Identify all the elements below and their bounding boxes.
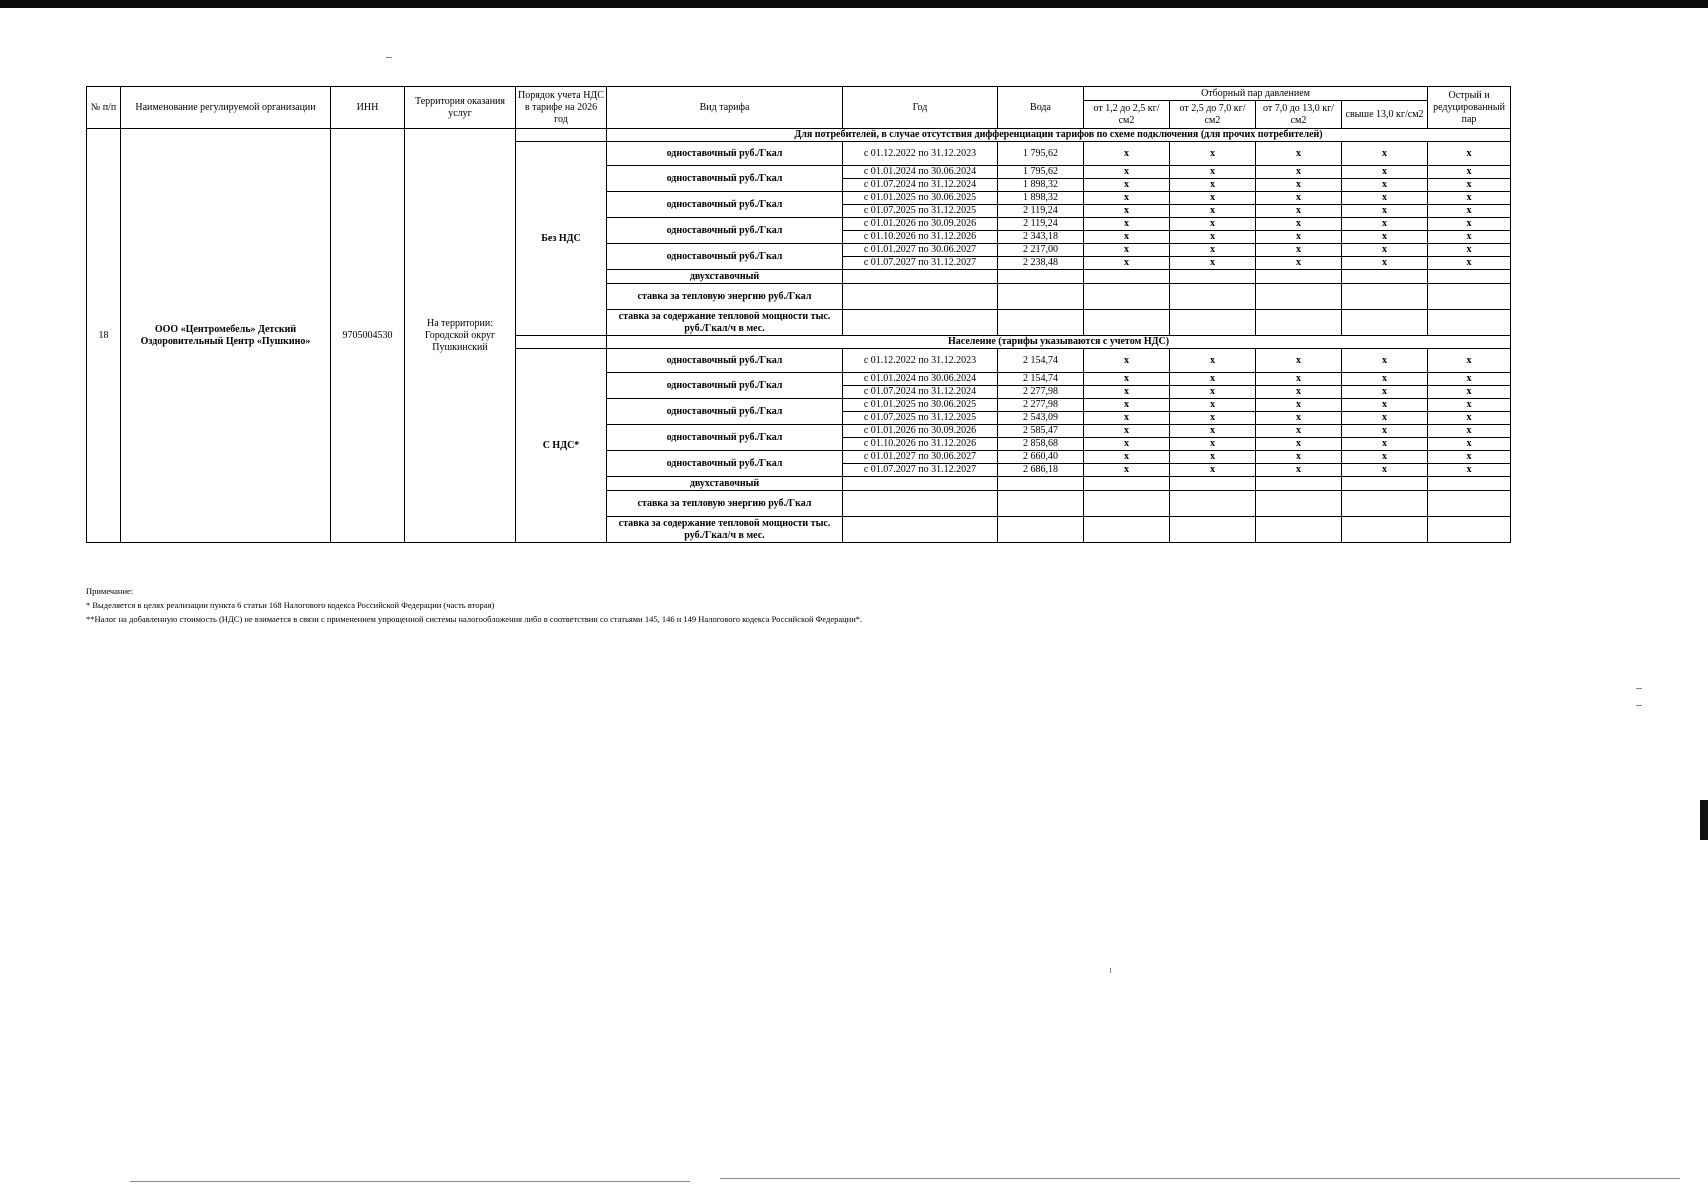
x-mark: х [1342,179,1428,192]
x-mark: х [1342,464,1428,477]
tariff-type-single: одноставочный руб./Гкал [607,218,843,244]
capacity-rate-label: ставка за содержание тепловой мощности тыс. руб./Гкал/ч в мес. [607,517,843,543]
header-vat-order: Порядок учета НДС в тарифе на 2026 год [516,87,607,129]
empty-cell [843,270,998,284]
period: с 01.07.2027 по 31.12.2027 [843,464,998,477]
tariff-type-single: одноставочный руб./Гкал [607,166,843,192]
x-mark: х [1342,386,1428,399]
empty-cell [1256,517,1342,543]
header-steam-2: от 2,5 до 7,0 кг/см2 [1170,101,1256,129]
x-mark: х [1256,464,1342,477]
x-mark: х [1084,386,1170,399]
empty-cell [1428,477,1511,491]
scan-top-edge [0,0,1708,8]
empty-cell [998,270,1084,284]
period: с 01.01.2025 по 30.06.2025 [843,192,998,205]
x-mark: х [1428,425,1511,438]
x-mark: х [1428,451,1511,464]
tariff-type-single: одноставочный руб./Гкал [607,373,843,399]
empty-cell [998,477,1084,491]
x-mark: х [1084,205,1170,218]
water-value: 2 154,74 [998,349,1084,373]
x-mark: х [1084,464,1170,477]
header-org: Наименование регулируемой организации [121,87,331,129]
two-part-label: двухставочный [607,477,843,491]
x-mark: х [1256,244,1342,257]
scan-artifact [1110,968,1111,973]
org-name: ООО «Центромебель» Детский Оздоровительный Центр «Пушкино» [121,129,331,543]
x-mark: х [1428,373,1511,386]
x-mark: х [1256,386,1342,399]
notes-title: Примечание: [86,586,134,596]
empty-cell [998,284,1084,310]
x-mark: х [1170,192,1256,205]
period: с 01.12.2022 по 31.12.2023 [843,349,998,373]
header-inn: ИНН [331,87,405,129]
x-mark: х [1084,412,1170,425]
x-mark: х [1170,231,1256,244]
x-mark: х [1170,438,1256,451]
x-mark: х [1428,412,1511,425]
x-mark: х [1428,142,1511,166]
water-value: 2 543,09 [998,412,1084,425]
x-mark: х [1342,205,1428,218]
empty-cell [1256,270,1342,284]
water-value: 2 277,98 [998,399,1084,412]
vat-order: С НДС* [516,349,607,543]
x-mark: х [1428,218,1511,231]
empty-cell [843,517,998,543]
period: с 01.07.2025 по 31.12.2025 [843,205,998,218]
empty-cell [1084,517,1170,543]
notes [86,584,1386,626]
period: с 01.10.2026 по 31.12.2026 [843,231,998,244]
scan-artifact [386,57,392,58]
notes-line-1: * Выделяется в целях реализации пункта 6 статьи 168 Налогового кодекса Российской Федерации (часть вторая) [86,600,495,610]
x-mark: х [1428,244,1511,257]
water-value: 2 238,48 [998,257,1084,270]
tariff-type-single: одноставочный руб./Гкал [607,349,843,373]
x-mark: х [1256,142,1342,166]
empty-cell [1170,310,1256,336]
x-mark: х [1428,349,1511,373]
capacity-rate-label: ставка за содержание тепловой мощности тыс. руб./Гкал/ч в мес. [607,310,843,336]
x-mark: х [1342,244,1428,257]
empty-cell [1084,491,1170,517]
x-mark: х [1256,425,1342,438]
x-mark: х [1256,205,1342,218]
empty-cell [1170,270,1256,284]
period: с 01.01.2026 по 30.09.2026 [843,425,998,438]
empty-cell [1170,491,1256,517]
header-sharp-steam: Острый и редуцированный пар [1428,87,1511,129]
x-mark: х [1342,231,1428,244]
period: с 01.01.2027 по 30.06.2027 [843,244,998,257]
two-part-label: двухставочный [607,270,843,284]
x-mark: х [1170,349,1256,373]
x-mark: х [1170,179,1256,192]
tariff-table-body [87,87,1511,543]
empty-cell [1084,310,1170,336]
tariff-type-single: одноставочный руб./Гкал [607,451,843,477]
scan-artifact [130,1181,690,1182]
empty-cell [1428,270,1511,284]
water-value: 2 686,18 [998,464,1084,477]
x-mark: х [1084,166,1170,179]
heat-rate-label: ставка за тепловую энергию руб./Гкал [607,284,843,310]
x-mark: х [1256,231,1342,244]
notes-line-2: **Налог на добавленную стоимость (НДС) не взимается в связи с применением упрощенной системы налогообложения либо в соответствии со статьями 145, 146 и 149 Налогового кодекса Российской Федерации*. [86,614,863,624]
period: с 01.12.2022 по 31.12.2023 [843,142,998,166]
empty-cell [1170,517,1256,543]
x-mark: х [1342,349,1428,373]
x-mark: х [1084,425,1170,438]
water-value: 2 119,24 [998,205,1084,218]
x-mark: х [1170,425,1256,438]
tariff-type-single: одноставочный руб./Гкал [607,399,843,425]
x-mark: х [1256,179,1342,192]
x-mark: х [1084,399,1170,412]
x-mark: х [1342,373,1428,386]
x-mark: х [1342,425,1428,438]
empty-cell [1084,284,1170,310]
section-title-row [87,129,1511,142]
empty-cell [843,310,998,336]
scan-artifact [1636,688,1642,689]
water-value: 1 795,62 [998,142,1084,166]
x-mark: х [1170,412,1256,425]
x-mark: х [1256,192,1342,205]
x-mark: х [1342,192,1428,205]
period: с 01.01.2027 по 30.06.2027 [843,451,998,464]
header-year: Год [843,87,998,129]
water-value: 1 898,32 [998,192,1084,205]
water-value: 2 217,00 [998,244,1084,257]
empty-cell [1256,284,1342,310]
x-mark: х [1170,386,1256,399]
x-mark: х [1342,412,1428,425]
water-value: 2 585,47 [998,425,1084,438]
x-mark: х [1084,231,1170,244]
x-mark: х [1170,257,1256,270]
water-value: 2 660,40 [998,451,1084,464]
scan-artifact [1636,705,1642,706]
x-mark: х [1170,218,1256,231]
section-title: Для потребителей, в случае отсутствия дифференциации тарифов по схеме подключения (для прочих потребителей) [607,129,1511,142]
empty-cell [843,284,998,310]
x-mark: х [1256,451,1342,464]
water-value: 1 898,32 [998,179,1084,192]
water-value: 2 343,18 [998,231,1084,244]
x-mark: х [1170,142,1256,166]
x-mark: х [1170,464,1256,477]
x-mark: х [1256,218,1342,231]
header-num: № п/п [87,87,121,129]
period: с 01.07.2027 по 31.12.2027 [843,257,998,270]
empty-cell [1428,517,1511,543]
period: с 01.07.2024 по 31.12.2024 [843,386,998,399]
empty-cell [843,477,998,491]
empty-cell [998,517,1084,543]
period: с 01.01.2026 по 30.09.2026 [843,218,998,231]
x-mark: х [1084,192,1170,205]
empty-cell [1342,477,1428,491]
empty-cell [1084,477,1170,491]
x-mark: х [1256,399,1342,412]
x-mark: х [1256,412,1342,425]
period: с 01.01.2024 по 30.06.2024 [843,373,998,386]
heat-rate-label: ставка за тепловую энергию руб./Гкал [607,491,843,517]
x-mark: х [1084,438,1170,451]
empty-cell [1342,270,1428,284]
x-mark: х [1170,373,1256,386]
water-value: 2 119,24 [998,218,1084,231]
empty-cell [1170,284,1256,310]
x-mark: х [1428,464,1511,477]
x-mark: х [1342,257,1428,270]
x-mark: х [1428,386,1511,399]
period: с 01.10.2026 по 31.12.2026 [843,438,998,451]
empty-cell [1256,477,1342,491]
tariff-type-single: одноставочный руб./Гкал [607,425,843,451]
x-mark: х [1084,349,1170,373]
x-mark: х [1428,166,1511,179]
section-title-spacer [516,129,607,142]
x-mark: х [1428,438,1511,451]
x-mark: х [1084,179,1170,192]
territory: На территории: Городской округ Пушкинский [405,129,516,543]
x-mark: х [1256,166,1342,179]
x-mark: х [1342,399,1428,412]
empty-cell [1428,310,1511,336]
x-mark: х [1170,205,1256,218]
x-mark: х [1428,231,1511,244]
section-title-spacer [516,336,607,349]
tariff-table [86,86,1511,543]
empty-cell [1084,270,1170,284]
x-mark: х [1170,166,1256,179]
x-mark: х [1428,257,1511,270]
header-steam-1: от 1,2 до 2,5 кг/см2 [1084,101,1170,129]
header-territory: Территория оказания услуг [405,87,516,129]
x-mark: х [1428,179,1511,192]
scan-right-edge-mark [1700,800,1708,840]
empty-cell [1342,310,1428,336]
x-mark: х [1256,373,1342,386]
empty-cell [1342,284,1428,310]
empty-cell [1256,310,1342,336]
x-mark: х [1170,399,1256,412]
header-steam-3: от 7,0 до 13,0 кг/см2 [1256,101,1342,129]
x-mark: х [1084,218,1170,231]
header-steam-group: Отборный пар давлением [1084,87,1428,101]
x-mark: х [1256,438,1342,451]
empty-cell [998,491,1084,517]
header-tariff-type: Вид тарифа [607,87,843,129]
empty-cell [1428,491,1511,517]
x-mark: х [1170,244,1256,257]
x-mark: х [1342,451,1428,464]
water-value: 2 858,68 [998,438,1084,451]
vat-order: Без НДС [516,142,607,336]
x-mark: х [1342,438,1428,451]
empty-cell [1342,517,1428,543]
period: с 01.01.2025 по 30.06.2025 [843,399,998,412]
empty-cell [998,310,1084,336]
x-mark: х [1084,244,1170,257]
x-mark: х [1084,257,1170,270]
x-mark: х [1256,349,1342,373]
tariff-type-single: одноставочный руб./Гкал [607,142,843,166]
x-mark: х [1342,166,1428,179]
row-number: 18 [87,129,121,543]
section-title: Население (тарифы указываются с учетом НДС) [607,336,1511,349]
period: с 01.01.2024 по 30.06.2024 [843,166,998,179]
header-steam-4: свыше 13,0 кг/см2 [1342,101,1428,129]
x-mark: х [1428,399,1511,412]
x-mark: х [1084,142,1170,166]
inn-value: 9705004530 [331,129,405,543]
tariff-type-single: одноставочный руб./Гкал [607,244,843,270]
empty-cell [1256,491,1342,517]
x-mark: х [1428,205,1511,218]
empty-cell [1342,491,1428,517]
empty-cell [1170,477,1256,491]
x-mark: х [1084,373,1170,386]
x-mark: х [1084,451,1170,464]
x-mark: х [1342,142,1428,166]
period: с 01.07.2024 по 31.12.2024 [843,179,998,192]
x-mark: х [1342,218,1428,231]
x-mark: х [1256,257,1342,270]
scan-artifact [720,1178,1680,1179]
period: с 01.07.2025 по 31.12.2025 [843,412,998,425]
water-value: 2 154,74 [998,373,1084,386]
tariff-type-single: одноставочный руб./Гкал [607,192,843,218]
document-page [86,86,1511,543]
x-mark: х [1428,192,1511,205]
empty-cell [843,491,998,517]
water-value: 1 795,62 [998,166,1084,179]
header-water: Вода [998,87,1084,129]
x-mark: х [1170,451,1256,464]
water-value: 2 277,98 [998,386,1084,399]
empty-cell [1428,284,1511,310]
